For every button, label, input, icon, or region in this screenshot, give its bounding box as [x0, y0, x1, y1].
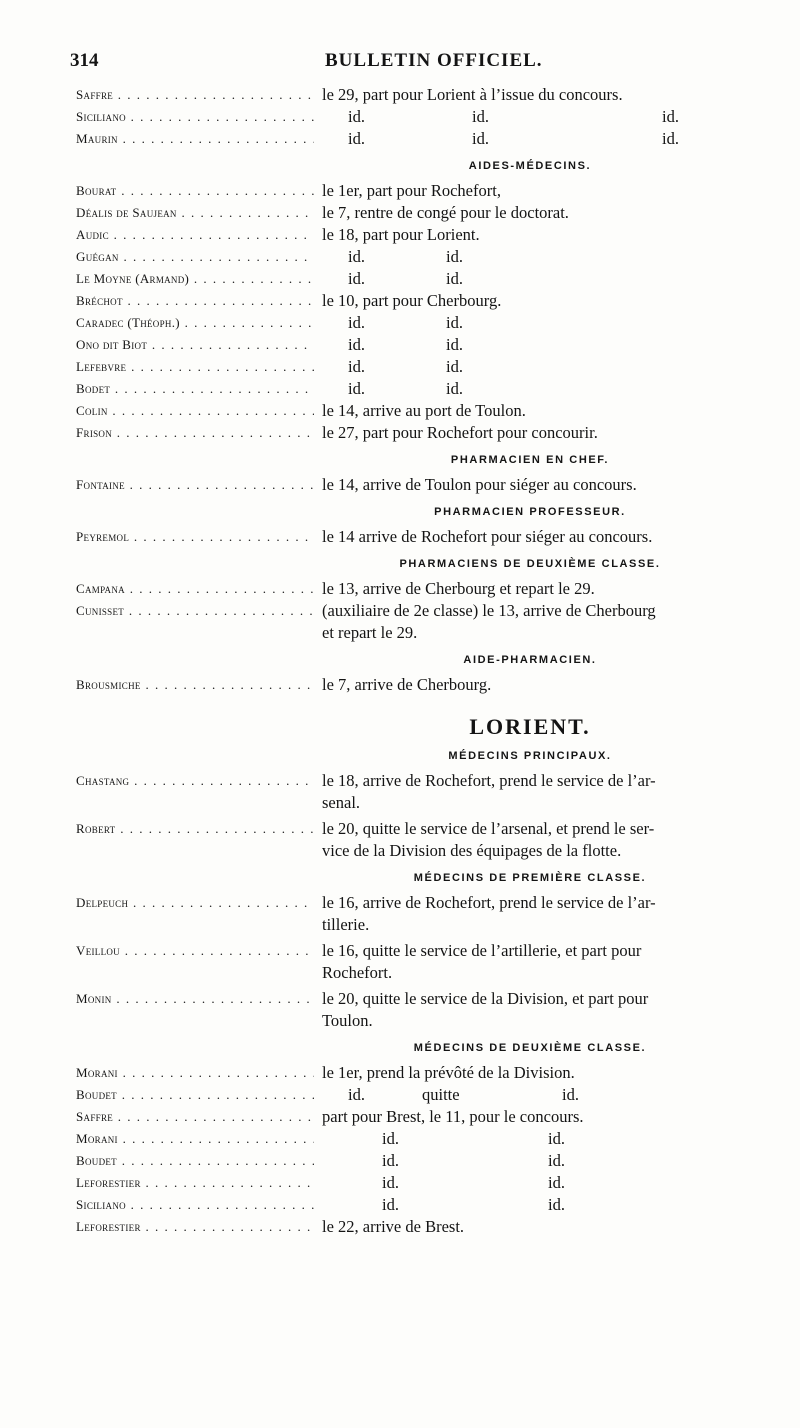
person-name: Cunisset . . .: [76, 600, 314, 622]
entry-text: le 7, rentre de congé pour le doctorat.: [322, 203, 569, 222]
list-item: [70, 818, 760, 862]
list-item: [70, 600, 760, 644]
list-item: [70, 180, 760, 202]
list-item: [70, 268, 760, 290]
list-item: [70, 84, 760, 106]
list-item: [70, 940, 760, 984]
entry-text: le 14 arrive de Rochefort pour siéger au concours.: [322, 527, 653, 546]
entry-text: (auxiliaire de 2e classe) le 13, arrive de Cherbourg: [322, 601, 656, 620]
list-item: [70, 526, 760, 548]
person-name: Ono dit Biot . . .: [76, 334, 314, 356]
ditto: id.: [348, 129, 365, 148]
section-heading: PHARMACIENS DE DEUXIÈME CLASSE.: [399, 558, 661, 570]
person-name: Lefebvre . . .: [76, 356, 314, 378]
person-name: Colin . . .: [76, 400, 314, 422]
list-item: [70, 224, 760, 246]
section-heading: PHARMACIEN EN CHEF.: [450, 454, 610, 466]
entry-text: [322, 106, 760, 128]
entry-text-continued: senal.: [322, 793, 361, 812]
person-name: Maurin . . .: [76, 128, 314, 150]
entry-text: le 29, part pour Lorient à l’issue du concours.: [322, 85, 623, 104]
ditto: id.: [348, 107, 365, 126]
section-heading: AIDE-PHARMACIEN.: [463, 654, 597, 666]
entry-text-continued: tillerie.: [322, 915, 370, 934]
entry-text: id. id.: [348, 357, 463, 376]
entry-text: id. id.: [348, 379, 463, 398]
page-number: 314: [70, 50, 99, 71]
list-item: [70, 1216, 760, 1238]
list-item: [70, 674, 760, 696]
list-item: [70, 128, 760, 150]
entry-text: id. id.: [382, 1151, 565, 1170]
entry-text: le 22, arrive de Brest.: [322, 1217, 465, 1236]
entry-text-continued: Toulon.: [322, 1011, 373, 1030]
entry-text: id. id.: [382, 1195, 565, 1214]
list-item: [70, 106, 760, 128]
list-item: [70, 290, 760, 312]
entry-text-continued: Rochefort.: [322, 963, 393, 982]
entry-text: id. id.: [348, 269, 463, 288]
entry-text: le 14, arrive au port de Toulon.: [322, 401, 526, 420]
person-name: Morani . . .: [76, 1128, 314, 1150]
section-heading: MÉDECINS PRINCIPAUX.: [448, 750, 612, 762]
person-name: Leforestier . . .: [76, 1172, 314, 1194]
entry-text-continued: et repart le 29.: [322, 623, 418, 642]
person-name: Veillou . . .: [76, 940, 314, 962]
list-item: [70, 770, 760, 814]
entry-text: le 16, arrive de Rochefort, prend le service de l’ar-: [322, 893, 656, 912]
list-item: [70, 422, 760, 444]
person-name: Guégan . . .: [76, 246, 314, 268]
list-item: [70, 1172, 760, 1194]
person-name: Monin . . .: [76, 988, 314, 1010]
ditto: id.: [662, 107, 679, 126]
ditto: id.: [472, 129, 489, 148]
person-name: Boudet . . .: [76, 1084, 314, 1106]
person-name: Caradec (Théoph.) . . .: [76, 312, 314, 334]
port-title: LORIENT.: [469, 714, 591, 739]
person-name: Siciliano . . .: [76, 106, 314, 128]
list-item: [70, 378, 760, 400]
entry-text: le 1er, part pour Rochefort,: [322, 181, 501, 200]
person-name: Campana . . .: [76, 578, 314, 600]
ditto: id.: [662, 129, 679, 148]
entry-text: id. id.: [348, 247, 463, 266]
ditto: id.: [472, 107, 489, 126]
entry-text: id. id.: [348, 335, 463, 354]
entry-text: le 18, arrive de Rochefort, prend le service de l’ar-: [322, 771, 656, 790]
person-name: Chastang . . .: [76, 770, 314, 792]
list-item: [70, 356, 760, 378]
entry-text: le 27, part pour Rochefort pour concourir.: [322, 423, 598, 442]
list-item: [70, 988, 760, 1032]
list-item: [70, 1128, 760, 1150]
person-name: Bréchot . . .: [76, 290, 314, 312]
person-name: Fontaine . . .: [76, 474, 314, 496]
person-name: Bourat . . .: [76, 180, 314, 202]
entry-text: le 18, part pour Lorient.: [322, 225, 480, 244]
list-item: [70, 474, 760, 496]
entry-text: id. id.: [382, 1129, 565, 1148]
entry-text: id. id.: [382, 1173, 565, 1192]
entry-text: le 7, arrive de Cherbourg.: [322, 675, 492, 694]
entry-text: le 20, quitte le service de l’arsenal, et prend le ser-: [322, 819, 655, 838]
person-name: Frison . . .: [76, 422, 314, 444]
person-name: Delpeuch . . .: [76, 892, 314, 914]
entry-text: id. quitte id.: [348, 1085, 579, 1104]
person-name: Boudet . . .: [76, 1150, 314, 1172]
list-item: [70, 202, 760, 224]
entry-text: le 16, quitte le service de l’artillerie, et part pour: [322, 941, 642, 960]
running-title: BULLETIN OFFICIEL.: [325, 50, 543, 71]
entry-text: le 1er, prend la prévôté de la Division.: [322, 1063, 575, 1082]
section-heading: PHARMACIEN PROFESSEUR.: [434, 506, 626, 518]
person-name: Saffre . . .: [76, 84, 314, 106]
person-name: Le Moyne (Armand) . . .: [76, 268, 314, 290]
list-item: [70, 1106, 760, 1128]
list-item: [70, 1194, 760, 1216]
list-item: [70, 1084, 760, 1106]
list-item: [70, 578, 760, 600]
list-item: [70, 1150, 760, 1172]
person-name: Brousmiche . . .: [76, 674, 314, 696]
entry-text: le 13, arrive de Cherbourg et repart le 29.: [322, 579, 595, 598]
person-name: Robert . . .: [76, 818, 314, 840]
person-name: Peyremol . . .: [76, 526, 314, 548]
person-name: Déalis de Saujean . . .: [76, 202, 314, 224]
person-name: Leforestier . . .: [76, 1216, 314, 1238]
entry-text-continued: vice de la Division des équipages de la flotte.: [322, 841, 622, 860]
entry-text: part pour Brest, le 11, pour le concours.: [322, 1107, 584, 1126]
list-item: [70, 334, 760, 356]
person-name: Bodet . . .: [76, 378, 314, 400]
section-heading: MÉDECINS DE PREMIÈRE CLASSE.: [413, 872, 647, 884]
list-item: [70, 312, 760, 334]
entry-text: le 14, arrive de Toulon pour siéger au concours.: [322, 475, 637, 494]
person-name: Saffre . . .: [76, 1106, 314, 1128]
section-heading: AIDES-MÉDECINS.: [468, 160, 592, 172]
entry-text: le 10, part pour Cherbourg.: [322, 291, 502, 310]
list-item: [70, 1062, 760, 1084]
list-item: [70, 400, 760, 422]
person-name: Siciliano . . .: [76, 1194, 314, 1216]
person-name: Morani . . .: [76, 1062, 314, 1084]
list-item: [70, 892, 760, 936]
page-header: [70, 50, 750, 76]
page-body: [70, 84, 760, 1238]
person-name: Audic . . .: [76, 224, 314, 246]
section-heading: MÉDECINS DE DEUXIÈME CLASSE.: [413, 1042, 647, 1054]
list-item: [70, 246, 760, 268]
entry-text: le 20, quitte le service de la Division, et part pour: [322, 989, 649, 1008]
entry-text: [322, 128, 760, 150]
entry-text: id. id.: [348, 313, 463, 332]
